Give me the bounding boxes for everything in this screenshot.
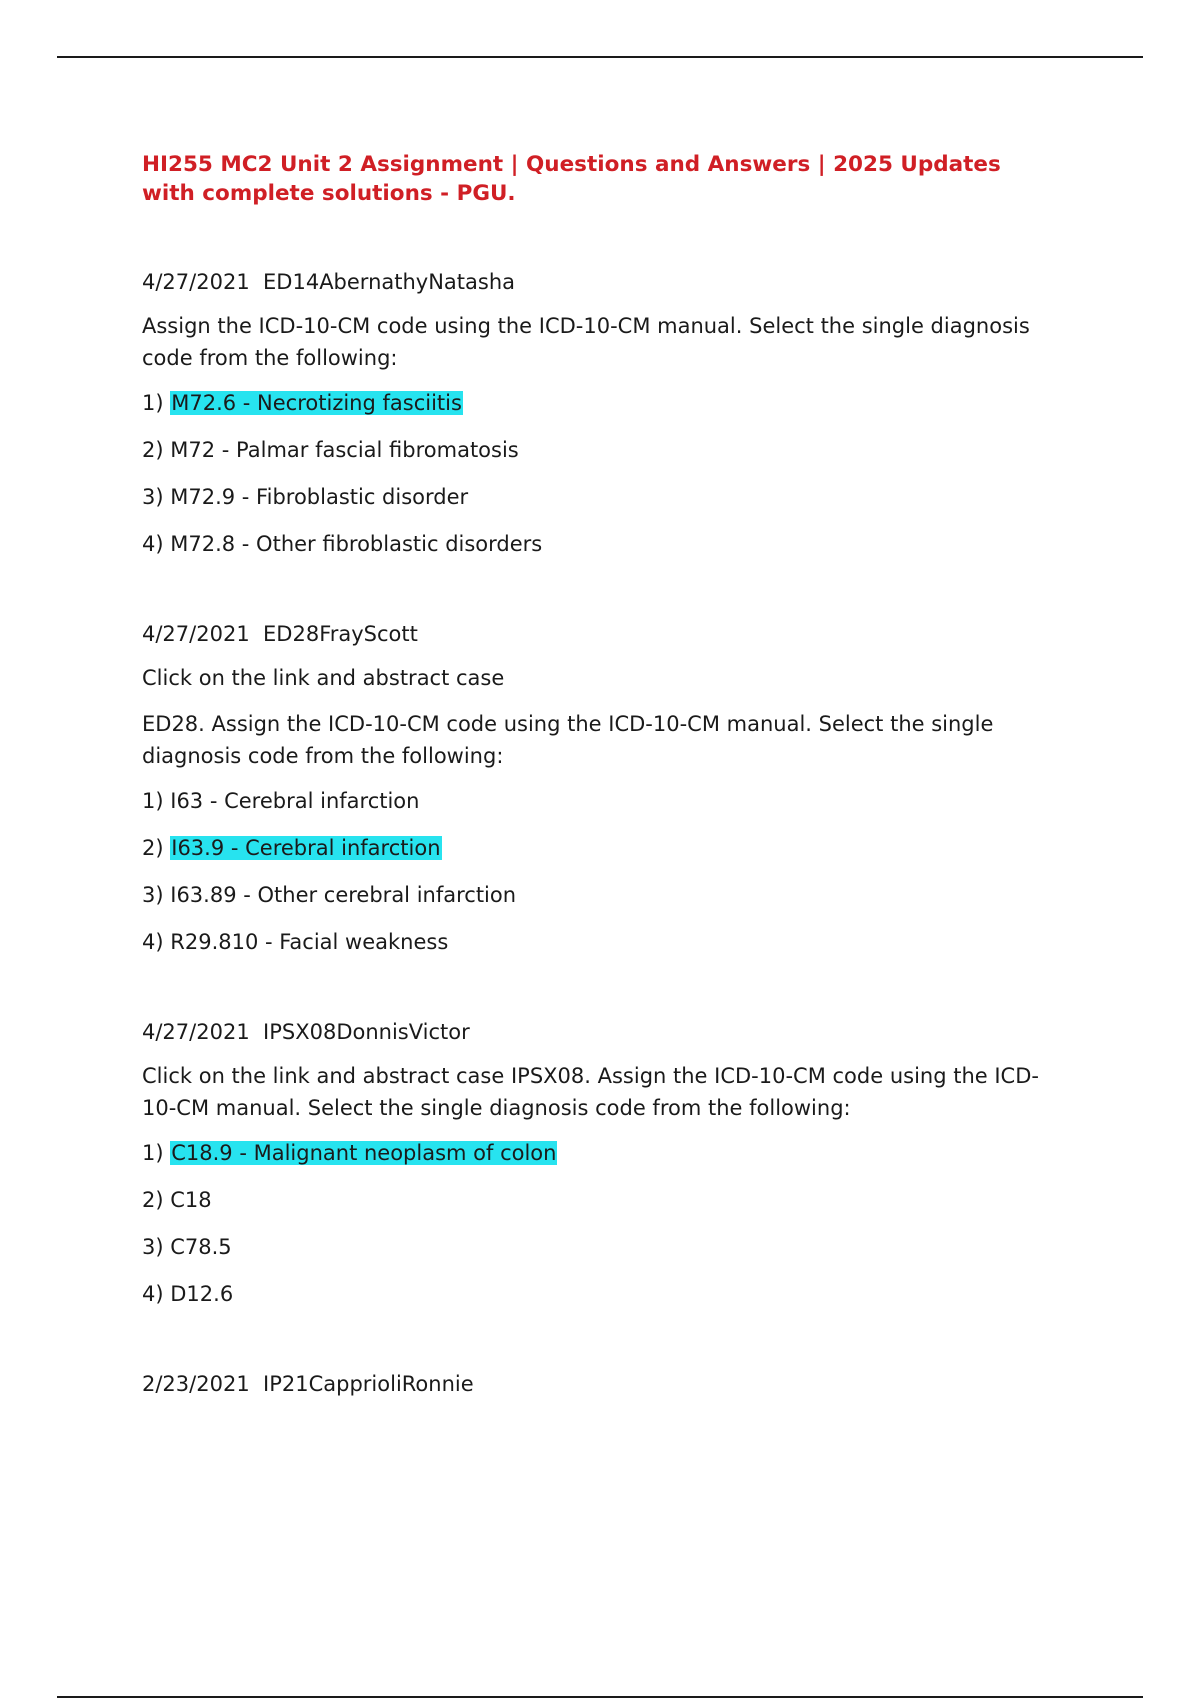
option-number: 2) bbox=[142, 1188, 164, 1212]
top-divider bbox=[57, 56, 1143, 58]
question-text: Assign the ICD-10-CM code using the ICD-10-CM manual. Select the single diagnosis code from the following: bbox=[142, 314, 1030, 370]
correct-answer-highlight: I63.9 - Cerebral infarction bbox=[171, 836, 441, 860]
option-text: D12.6 bbox=[170, 1282, 234, 1306]
case-4 bbox=[142, 1370, 1042, 1398]
answer-option bbox=[142, 483, 1042, 511]
case-intro: Click on the link and abstract case bbox=[142, 666, 505, 690]
case-2 bbox=[142, 620, 1042, 956]
option-text: C78.5 bbox=[170, 1235, 232, 1259]
answer-option bbox=[142, 928, 1042, 956]
option-number: 2) bbox=[142, 836, 164, 860]
case-header: 4/27/2021 ED14AbernathyNatasha bbox=[142, 270, 516, 294]
correct-answer-highlight: M72.6 - Necrotizing fasciitis bbox=[171, 391, 462, 415]
answer-option bbox=[142, 1186, 1042, 1214]
option-text: I63.89 - Other cerebral infarction bbox=[170, 883, 517, 907]
option-text: M72 - Palmar fascial fibromatosis bbox=[170, 438, 519, 462]
case-header: 2/23/2021 IP21CapprioliRonnie bbox=[142, 1372, 474, 1396]
option-number: 4) bbox=[142, 930, 164, 954]
option-number: 4) bbox=[142, 532, 164, 556]
question-text: Click on the link and abstract case IPSX08. Assign the ICD-10-CM code using the ICD-10-CM manual. Select the single diagnosis code from the following: bbox=[142, 1064, 1039, 1120]
answer-option bbox=[142, 1233, 1042, 1261]
case-header: 4/27/2021 IPSX08DonnisVictor bbox=[142, 1020, 470, 1044]
option-number: 3) bbox=[142, 1235, 164, 1259]
answer-option bbox=[142, 787, 1042, 815]
option-number: 3) bbox=[142, 883, 164, 907]
option-text: R29.810 - Facial weakness bbox=[170, 930, 449, 954]
answer-option bbox=[142, 1280, 1042, 1308]
answer-option bbox=[142, 881, 1042, 909]
correct-answer-highlight: C18.9 - Malignant neoplasm of colon bbox=[171, 1141, 557, 1165]
option-number: 3) bbox=[142, 485, 164, 509]
option-number: 2) bbox=[142, 438, 164, 462]
option-number: 1) bbox=[142, 391, 164, 415]
option-text: C18 bbox=[170, 1188, 212, 1212]
bottom-divider bbox=[57, 1696, 1143, 1698]
option-text: M72.8 - Other fibroblastic disorders bbox=[170, 532, 543, 556]
option-text: I63 - Cerebral infarction bbox=[170, 789, 420, 813]
document-title: HI255 MC2 Unit 2 Assignment | Questions and Answers | 2025 Updates with complete solutions - PGU. bbox=[142, 152, 1001, 206]
option-text: M72.9 - Fibroblastic disorder bbox=[170, 485, 469, 509]
case-1 bbox=[142, 268, 1042, 558]
question-text: ED28. Assign the ICD-10-CM code using the ICD-10-CM manual. Select the single diagnosis code from the following: bbox=[142, 712, 994, 768]
answer-option bbox=[142, 389, 1042, 417]
option-number: 1) bbox=[142, 1141, 164, 1165]
answer-option bbox=[142, 834, 1042, 862]
answer-option bbox=[142, 1139, 1042, 1167]
answer-option bbox=[142, 436, 1042, 464]
option-number: 1) bbox=[142, 789, 164, 813]
case-header: 4/27/2021 ED28FrayScott bbox=[142, 622, 418, 646]
case-3 bbox=[142, 1018, 1042, 1308]
document-body bbox=[142, 150, 1042, 1398]
option-number: 4) bbox=[142, 1282, 164, 1306]
answer-option bbox=[142, 530, 1042, 558]
